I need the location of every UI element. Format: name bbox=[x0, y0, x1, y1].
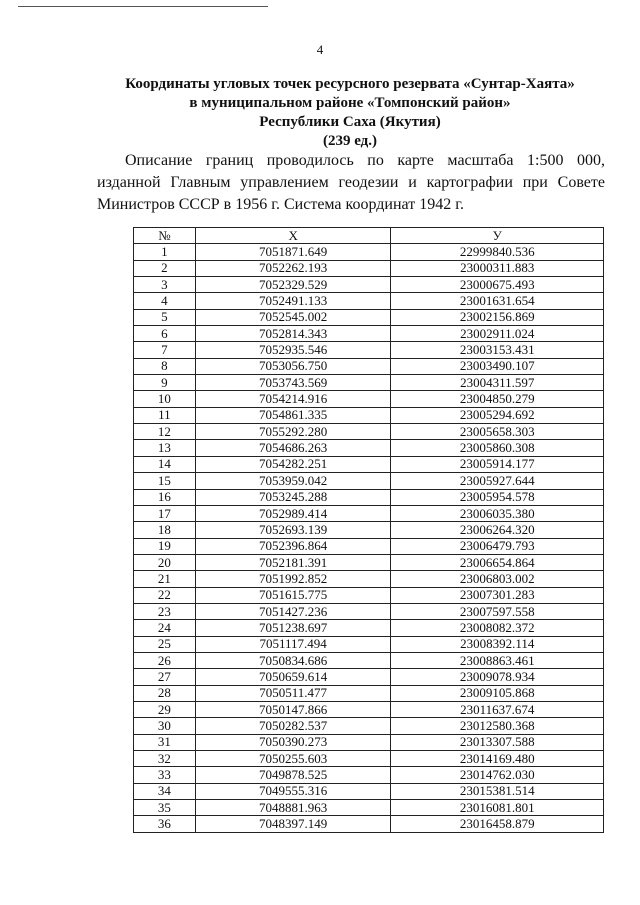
x-coordinate-cell: 7052262.193 bbox=[195, 260, 391, 276]
point-number-cell: 19 bbox=[134, 538, 196, 554]
table-row bbox=[134, 734, 604, 750]
y-coordinate-cell: 23005658.303 bbox=[391, 424, 604, 440]
title-line: (239 ед.) bbox=[322, 133, 378, 149]
y-coordinate-cell: 23002911.024 bbox=[391, 326, 604, 342]
y-coordinate-cell: 23002156.869 bbox=[391, 309, 604, 325]
x-coordinate-cell: 7054282.251 bbox=[195, 456, 391, 472]
x-coordinate-cell: 7051992.852 bbox=[195, 571, 391, 587]
x-coordinate-cell: 7051238.697 bbox=[195, 620, 391, 636]
point-number-cell: 6 bbox=[134, 326, 196, 342]
table-row bbox=[134, 783, 604, 799]
table-row bbox=[134, 293, 604, 309]
y-coordinate-cell: 23005294.692 bbox=[391, 407, 604, 423]
y-coordinate-cell: 23015381.514 bbox=[391, 783, 604, 799]
x-coordinate-cell: 7052545.002 bbox=[195, 309, 391, 325]
x-coordinate-cell: 7050834.686 bbox=[195, 652, 391, 668]
x-coordinate-cell: 7051615.775 bbox=[195, 587, 391, 603]
y-coordinate-cell: 23014169.480 bbox=[391, 751, 604, 767]
header-y: У bbox=[391, 228, 604, 244]
table-row bbox=[134, 554, 604, 570]
x-coordinate-cell: 7052491.133 bbox=[195, 293, 391, 309]
point-number-cell: 29 bbox=[134, 701, 196, 717]
x-coordinate-cell: 7054686.263 bbox=[195, 440, 391, 456]
x-coordinate-cell: 7050659.614 bbox=[195, 669, 391, 685]
x-coordinate-cell: 7049878.525 bbox=[195, 767, 391, 783]
y-coordinate-cell: 23003490.107 bbox=[391, 358, 604, 374]
point-number-cell: 25 bbox=[134, 636, 196, 652]
point-number-cell: 11 bbox=[134, 407, 196, 423]
table-row bbox=[134, 326, 604, 342]
x-coordinate-cell: 7053056.750 bbox=[195, 358, 391, 374]
table-row bbox=[134, 489, 604, 505]
point-number-cell: 5 bbox=[134, 309, 196, 325]
table-row bbox=[134, 277, 604, 293]
document-title bbox=[60, 75, 640, 151]
table-row bbox=[134, 456, 604, 472]
y-coordinate-cell: 23009105.868 bbox=[391, 685, 604, 701]
x-coordinate-cell: 7054214.916 bbox=[195, 391, 391, 407]
point-number-cell: 30 bbox=[134, 718, 196, 734]
point-number-cell: 36 bbox=[134, 816, 196, 832]
point-number-cell: 26 bbox=[134, 652, 196, 668]
y-coordinate-cell: 23005860.308 bbox=[391, 440, 604, 456]
top-rule bbox=[18, 6, 268, 7]
x-coordinate-cell: 7051427.236 bbox=[195, 603, 391, 619]
table-row bbox=[134, 375, 604, 391]
point-number-cell: 22 bbox=[134, 587, 196, 603]
point-number-cell: 16 bbox=[134, 489, 196, 505]
table-row bbox=[134, 685, 604, 701]
point-number-cell: 23 bbox=[134, 603, 196, 619]
x-coordinate-cell: 7050511.477 bbox=[195, 685, 391, 701]
table-row bbox=[134, 440, 604, 456]
point-number-cell: 27 bbox=[134, 669, 196, 685]
page-number: 4 bbox=[316, 42, 324, 57]
table-row bbox=[134, 603, 604, 619]
coordinates-table bbox=[133, 227, 604, 833]
table-row bbox=[134, 407, 604, 423]
x-coordinate-cell: 7049555.316 bbox=[195, 783, 391, 799]
table-row bbox=[134, 358, 604, 374]
x-coordinate-cell: 7054861.335 bbox=[195, 407, 391, 423]
y-coordinate-cell: 23001631.654 bbox=[391, 293, 604, 309]
x-coordinate-cell: 7053743.569 bbox=[195, 375, 391, 391]
x-coordinate-cell: 7050255.603 bbox=[195, 751, 391, 767]
point-number-cell: 3 bbox=[134, 277, 196, 293]
point-number-cell: 1 bbox=[134, 244, 196, 260]
table-body bbox=[134, 244, 604, 832]
y-coordinate-cell: 23013307.588 bbox=[391, 734, 604, 750]
title-line: Республики Саха (Якутия) bbox=[259, 114, 441, 130]
x-coordinate-cell: 7051871.649 bbox=[195, 244, 391, 260]
table-row bbox=[134, 800, 604, 816]
table-row bbox=[134, 391, 604, 407]
table-row bbox=[134, 718, 604, 734]
point-number-cell: 9 bbox=[134, 375, 196, 391]
description-text: Описание границ проводилось по карте масштаба 1:500 000, изданной Главным управлением геодезии и картографии при Совете Министров СССР в 1956 г. Система координат 1942 г. bbox=[97, 152, 605, 213]
x-coordinate-cell: 7052935.546 bbox=[195, 342, 391, 358]
point-number-cell: 35 bbox=[134, 800, 196, 816]
table-row bbox=[134, 816, 604, 832]
x-coordinate-cell: 7053959.042 bbox=[195, 473, 391, 489]
y-coordinate-cell: 23008863.461 bbox=[391, 652, 604, 668]
point-number-cell: 32 bbox=[134, 751, 196, 767]
title-line: в муниципальном районе «Томпонский район» bbox=[189, 95, 511, 111]
y-coordinate-cell: 23014762.030 bbox=[391, 767, 604, 783]
y-coordinate-cell: 23005914.177 bbox=[391, 456, 604, 472]
table-row bbox=[134, 652, 604, 668]
y-coordinate-cell: 23008392.114 bbox=[391, 636, 604, 652]
table-row bbox=[134, 669, 604, 685]
table-row bbox=[134, 505, 604, 521]
y-coordinate-cell: 23004311.597 bbox=[391, 375, 604, 391]
table-row bbox=[134, 701, 604, 717]
point-number-cell: 7 bbox=[134, 342, 196, 358]
point-number-cell: 13 bbox=[134, 440, 196, 456]
table-row bbox=[134, 636, 604, 652]
x-coordinate-cell: 7052693.139 bbox=[195, 522, 391, 538]
table-row bbox=[134, 309, 604, 325]
table-row bbox=[134, 571, 604, 587]
table-row bbox=[134, 244, 604, 260]
header-number: № bbox=[134, 228, 196, 244]
y-coordinate-cell: 23000311.883 bbox=[391, 260, 604, 276]
point-number-cell: 18 bbox=[134, 522, 196, 538]
y-coordinate-cell: 23005954.578 bbox=[391, 489, 604, 505]
table-header-row bbox=[134, 228, 604, 244]
title-line: Координаты угловых точек ресурсного резервата «Сунтар-Хаята» bbox=[125, 76, 575, 92]
x-coordinate-cell: 7053245.288 bbox=[195, 489, 391, 505]
table-row bbox=[134, 751, 604, 767]
y-coordinate-cell: 23004850.279 bbox=[391, 391, 604, 407]
point-number-cell: 10 bbox=[134, 391, 196, 407]
x-coordinate-cell: 7050282.537 bbox=[195, 718, 391, 734]
y-coordinate-cell: 23009078.934 bbox=[391, 669, 604, 685]
table-row bbox=[134, 424, 604, 440]
point-number-cell: 4 bbox=[134, 293, 196, 309]
point-number-cell: 20 bbox=[134, 554, 196, 570]
x-coordinate-cell: 7052181.391 bbox=[195, 554, 391, 570]
point-number-cell: 24 bbox=[134, 620, 196, 636]
y-coordinate-cell: 23000675.493 bbox=[391, 277, 604, 293]
x-coordinate-cell: 7055292.280 bbox=[195, 424, 391, 440]
y-coordinate-cell: 23006803.002 bbox=[391, 571, 604, 587]
point-number-cell: 15 bbox=[134, 473, 196, 489]
x-coordinate-cell: 7052329.529 bbox=[195, 277, 391, 293]
y-coordinate-cell: 23003153.431 bbox=[391, 342, 604, 358]
y-coordinate-cell: 23006479.793 bbox=[391, 538, 604, 554]
description bbox=[97, 150, 605, 216]
x-coordinate-cell: 7052396.864 bbox=[195, 538, 391, 554]
y-coordinate-cell: 23011637.674 bbox=[391, 701, 604, 717]
x-coordinate-cell: 7050147.866 bbox=[195, 701, 391, 717]
header-x: X bbox=[195, 228, 391, 244]
y-coordinate-cell: 23005927.644 bbox=[391, 473, 604, 489]
point-number-cell: 8 bbox=[134, 358, 196, 374]
y-coordinate-cell: 23007597.558 bbox=[391, 603, 604, 619]
point-number-cell: 12 bbox=[134, 424, 196, 440]
y-coordinate-cell: 23006654.864 bbox=[391, 554, 604, 570]
x-coordinate-cell: 7048881.963 bbox=[195, 800, 391, 816]
point-number-cell: 28 bbox=[134, 685, 196, 701]
table-row bbox=[134, 538, 604, 554]
x-coordinate-cell: 7051117.494 bbox=[195, 636, 391, 652]
y-coordinate-cell: 23006264.320 bbox=[391, 522, 604, 538]
table-row bbox=[134, 473, 604, 489]
point-number-cell: 2 bbox=[134, 260, 196, 276]
y-coordinate-cell: 23016081.801 bbox=[391, 800, 604, 816]
y-coordinate-cell: 23006035.380 bbox=[391, 505, 604, 521]
x-coordinate-cell: 7048397.149 bbox=[195, 816, 391, 832]
table-row bbox=[134, 587, 604, 603]
point-number-cell: 33 bbox=[134, 767, 196, 783]
x-coordinate-cell: 7052989.414 bbox=[195, 505, 391, 521]
y-coordinate-cell: 23012580.368 bbox=[391, 718, 604, 734]
point-number-cell: 17 bbox=[134, 505, 196, 521]
point-number-cell: 14 bbox=[134, 456, 196, 472]
x-coordinate-cell: 7052814.343 bbox=[195, 326, 391, 342]
table-row bbox=[134, 260, 604, 276]
table-row bbox=[134, 620, 604, 636]
x-coordinate-cell: 7050390.273 bbox=[195, 734, 391, 750]
table-row bbox=[134, 767, 604, 783]
y-coordinate-cell: 23016458.879 bbox=[391, 816, 604, 832]
point-number-cell: 34 bbox=[134, 783, 196, 799]
y-coordinate-cell: 23007301.283 bbox=[391, 587, 604, 603]
point-number-cell: 31 bbox=[134, 734, 196, 750]
point-number-cell: 21 bbox=[134, 571, 196, 587]
table-row bbox=[134, 522, 604, 538]
table-row bbox=[134, 342, 604, 358]
y-coordinate-cell: 23008082.372 bbox=[391, 620, 604, 636]
y-coordinate-cell: 22999840.536 bbox=[391, 244, 604, 260]
